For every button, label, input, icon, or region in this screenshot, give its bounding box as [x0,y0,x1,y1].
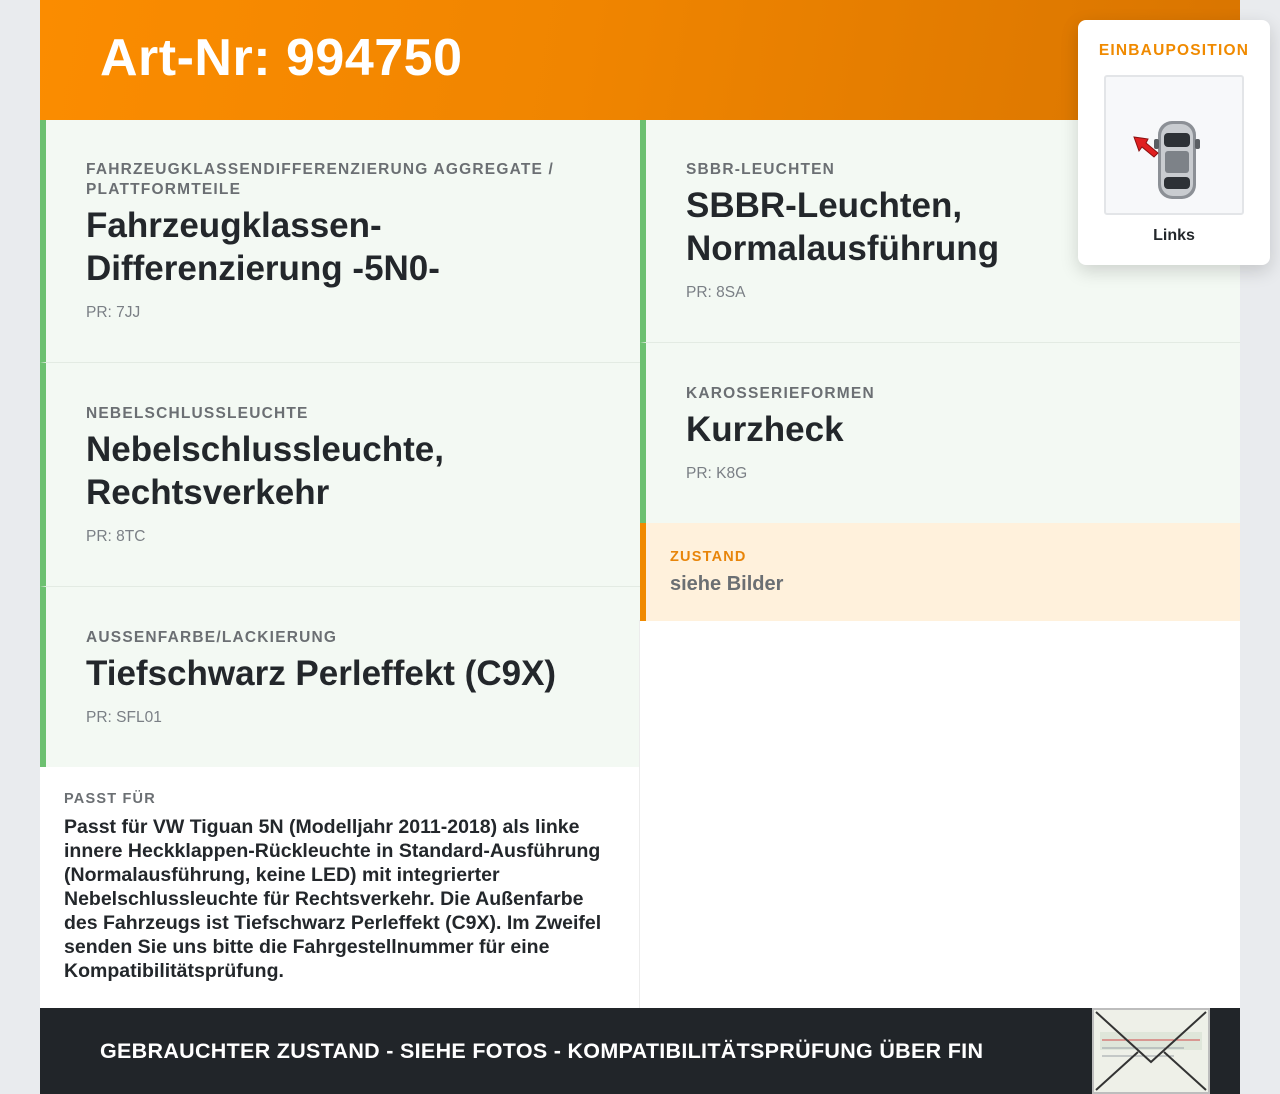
feature-pr-code: PR: 8SA [686,284,746,301]
feature-label: AUSSENFARBE/LACKIERUNG [86,629,338,646]
feature-body-shape [640,343,1240,523]
condition-label: ZUSTAND [670,549,747,565]
header-bar [40,0,1240,120]
feature-value: Nebelschlussleuchte, Rechtsverkehr [86,430,444,512]
feature-label: NEBELSCHLUSSLEUCHTE [86,405,309,422]
mounting-position-title: EINBAUPOSITION [1098,42,1250,59]
feature-fog-light [40,363,640,587]
article-number-title: Art-Nr: 994750 [100,29,463,87]
condition-value: siehe Bilder [670,573,784,595]
feature-label: FAHRZEUGKLASSENDIFFERENZIERUNG AGGREGATE / PLATTFORMTEILE [86,161,555,198]
feature-value: SBBR-Leuchten, Normalausführung [686,186,1000,268]
feature-pr-code: PR: 7JJ [86,304,141,321]
condition-box [640,523,1240,621]
fits-label: PASST FÜR [64,791,156,807]
feature-pr-code: PR: SFL01 [86,709,162,726]
car-top-view-icon [1106,77,1242,213]
feature-label: SBBR-LEUCHTEN [686,161,836,178]
mounting-position-card [1078,20,1270,265]
car-position-image [1104,75,1244,215]
footer-text: GEBRAUCHTER ZUSTAND - SIEHE FOTOS - KOMPATIBILITÄTSPRÜFUNG ÜBER FIN [100,1039,984,1063]
mounting-position-value: Links [1153,227,1195,244]
feature-paint [40,587,640,767]
fits-description: Passt für VW Tiguan 5N (Modelljahr 2011-2018) als linke innere Heckklappen-Rückleuchte in Standard-Ausführung (Normalausführung, keine LED) mit integrierter Nebelschlussleuchte für Rechtsverkehr. Die Außenfarbe des Fahrzeugs ist Tiefschwarz Perleffekt (C9X). Im Zweifel senden Sie uns bitte die Fahrgestellnummer für eine Kompatibilitätsprüfung. [64,816,602,982]
feature-value: Tiefschwarz Perleffekt (C9X) [86,654,557,693]
feature-value: Kurzheck [686,410,844,449]
footer-bar [40,1008,1240,1094]
column-divider [639,620,640,1008]
fits-section [40,767,640,1008]
feature-value: Fahrzeugklassen-Differenzierung -5N0- [86,206,440,288]
feature-label: KAROSSERIEFORMEN [686,385,875,402]
envelope-icon [1094,1010,1208,1092]
feature-platform [40,120,640,363]
feature-pr-code: PR: 8TC [86,528,146,545]
feature-pr-code: PR: K8G [686,465,748,482]
page [40,0,1250,1094]
document-stamp-image [1092,1008,1210,1094]
